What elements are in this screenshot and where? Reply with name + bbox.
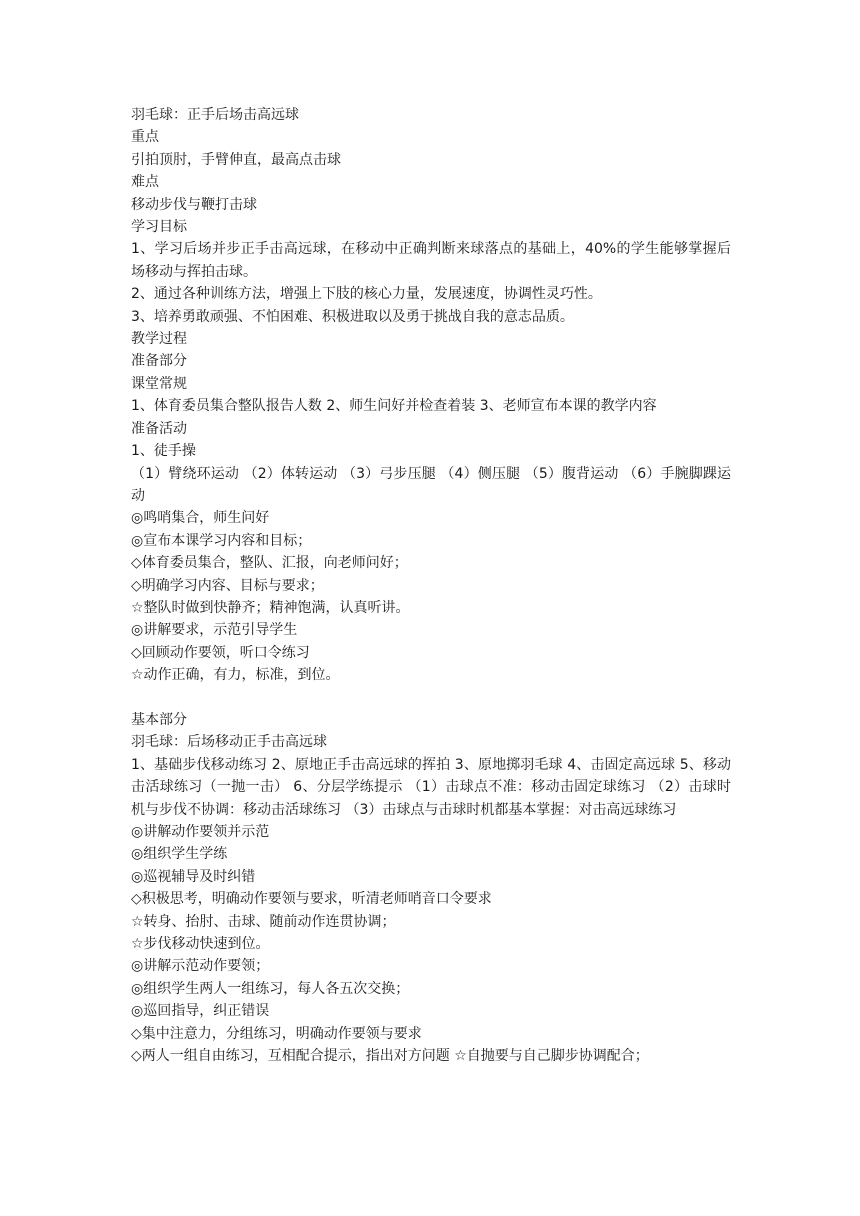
text-line: ◎鸣哨集合，师生问好 — [131, 510, 270, 527]
text-line: ◎讲解动作要领并示范 — [131, 823, 270, 840]
text-paragraph: （1）臂绕环运动 （2）体转运动 （3）弓步压腿 （4）侧压腿 （5）腹背运动 （6）手腕脚踝运动 — [131, 465, 731, 504]
text-line: ◎讲解示范动作要领； — [131, 958, 270, 975]
section-heading: 准备活动 — [131, 420, 187, 437]
text-line: 3、培养勇敢顽强、不怕困难、积极进取以及勇于挑战自我的意志品质。 — [131, 308, 574, 325]
text-line: ◎组织学生学练 — [131, 846, 228, 863]
text-paragraph: 1、学习后场并步正手击高远球，在移动中正确判断来球落点的基础上，40%的学生能够掌握后场移动与挥拍击球。 — [131, 241, 731, 280]
text-line: 引拍顶肘，手臂伸直，最高点击球 — [131, 151, 341, 168]
text-line: ◇集中注意力，分组练习，明确动作要领与要求 — [131, 1025, 422, 1042]
text-line: 羽毛球：后场移动正手击高远球 — [131, 734, 327, 751]
text-line: ◇明确学习内容、目标与要求； — [131, 577, 324, 594]
text-line: ☆动作正确，有力，标准，到位。 — [131, 667, 340, 684]
text-line: ◎讲解要求，示范引导学生 — [131, 622, 298, 639]
blank-line — [131, 687, 731, 709]
text-paragraph: 1、基础步伐移动练习 2、原地正手击高远球的挥拍 3、原地掷羽毛球 4、击固定高远球 5、移动击活球练习（一抛一击） 6、分层学练提示 （1）击球点不准：移动击固定球练习 （2）击球时机与步伐不协调：移动击活球练习 （3）击球点与击球时机都基本掌握：对击高远球练习 — [131, 756, 731, 818]
text-line: ◎宣布本课学习内容和目标； — [131, 532, 312, 549]
text-line: 2、通过各种训练方法，增强上下肢的核心力量，发展速度，协调性灵巧性。 — [131, 286, 602, 303]
text-line: ☆步伐移动快速到位。 — [131, 936, 270, 953]
section-heading: 课堂常规 — [131, 375, 187, 392]
text-line: ◇回顾动作要领，听口令练习 — [131, 644, 310, 661]
text-line: ◇两人一组自由练习，互相配合提示，指出对方问题 ☆自抛要与自己脚步协调配合； — [131, 1048, 649, 1065]
text-line: ◇积极思考，明确动作要领与要求，听清老师哨音口令要求 — [131, 891, 492, 908]
text-line: 1、体育委员集合整队报告人数 2、师生问好并检查着装 3、老师宣布本课的教学内容 — [131, 398, 657, 415]
section-heading: 难点 — [131, 174, 159, 191]
text-line: ◇体育委员集合，整队、汇报，向老师问好； — [131, 555, 408, 572]
section-heading: 重点 — [131, 129, 159, 146]
text-line: ◎巡视辅导及时纠错 — [131, 868, 256, 885]
document-body — [131, 104, 731, 1067]
section-heading: 基本部分 — [131, 711, 187, 728]
section-heading: 教学过程 — [131, 331, 187, 348]
text-line: ◎巡回指导，纠正错误 — [131, 1003, 270, 1020]
text-line: ☆转身、抬肘、击球、随前动作连贯协调； — [131, 913, 396, 930]
section-heading: 准备部分 — [131, 353, 187, 370]
text-line: 1、徒手操 — [131, 443, 196, 460]
text-line: ☆整队时做到快静齐；精神饱满，认真听讲。 — [131, 599, 410, 616]
section-heading: 学习目标 — [131, 219, 187, 236]
text-line: ◎组织学生两人一组练习，每人各五次交换； — [131, 980, 410, 997]
text-line: 移动步伐与鞭打击球 — [131, 196, 257, 213]
document-title: 羽毛球：正手后场击高远球 — [131, 107, 299, 123]
